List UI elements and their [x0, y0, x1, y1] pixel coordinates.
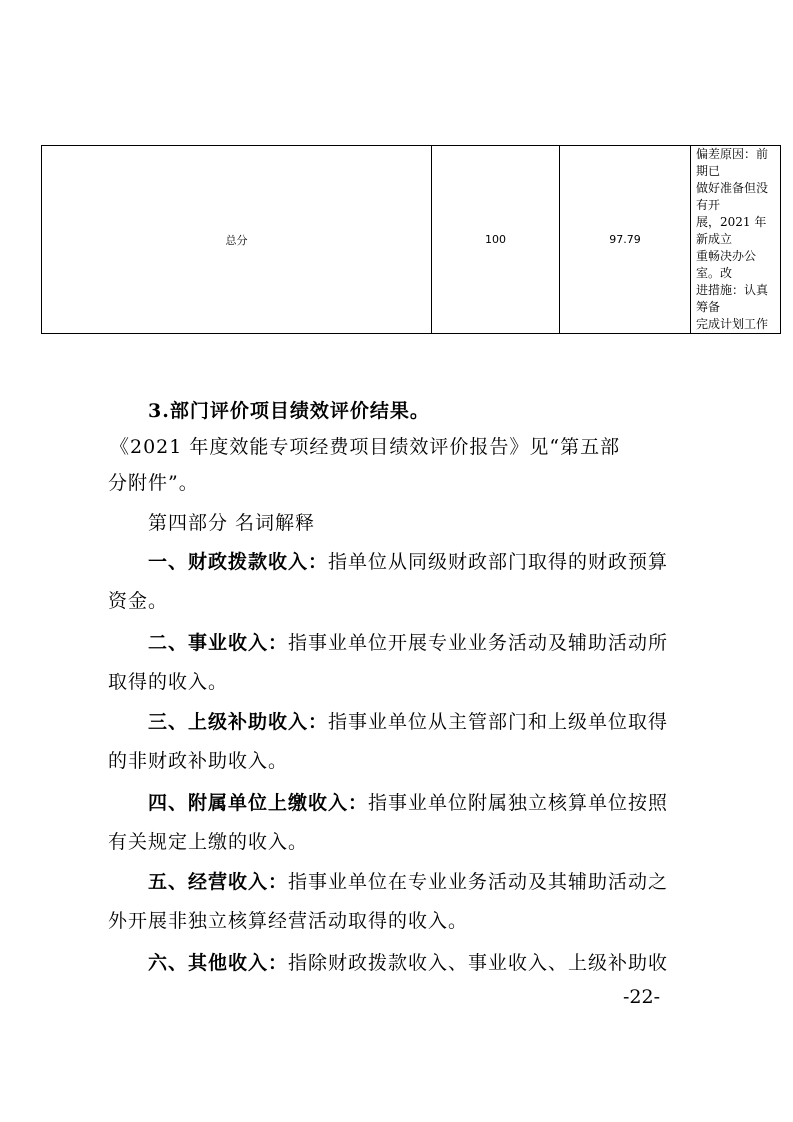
term-line [148, 625, 728, 661]
part4-title: 第四部分 名词解释 [148, 512, 316, 534]
note-line: 完成计划工作 [696, 317, 769, 331]
note-line: 展，2021 年新成立 [696, 215, 767, 246]
note-cell [691, 146, 781, 334]
note-line: 进措施：认真筹备 [696, 283, 769, 314]
term-definition: 指事业单位开展专业业务活动及辅助活动所 [288, 632, 669, 654]
term-name: 三、上级补助收入： [148, 711, 329, 733]
total-label-cell: 总分 [42, 146, 432, 334]
section3-title: 3.部门评价项目绩效评价结果。 [148, 400, 430, 422]
full-score-cell: 100 [432, 146, 560, 334]
term-definition: 指事业单位从主管部门和上级单位取得 [328, 711, 669, 733]
term-definition: 指除财政拨款收入、事业收入、上级补助收 [288, 952, 669, 974]
term-line-cont: 取得的收入。 [108, 671, 229, 693]
note-line: 做好准备但没有开 [696, 181, 769, 212]
note-line: 重畅决办公室。改 [696, 249, 757, 280]
term-line [148, 945, 728, 981]
term-line-cont: 资金。 [108, 590, 169, 612]
page-number: -22- [623, 986, 661, 1008]
score-cell: 97.79 [560, 146, 691, 334]
term-line-cont: 的非财政补助收入。 [108, 750, 289, 772]
section3-line1: 《2021 年度效能专项经费项目绩效评价报告》见“第五部 [110, 436, 621, 458]
term-definition: 指单位从同级财政部门取得的财政预算 [328, 551, 669, 573]
section3-line2: 分附件”。 [108, 472, 199, 494]
term-definition: 指事业单位附属独立核算单位按照 [368, 792, 669, 814]
term-name: 六、其他收入： [148, 952, 289, 974]
term-line [148, 544, 728, 580]
term-name: 一、财政拨款收入： [148, 551, 329, 573]
term-line [148, 864, 728, 900]
note-line: 偏差原因：前期已 [696, 147, 769, 178]
term-name: 四、附属单位上缴收入： [148, 792, 369, 814]
term-line-cont: 外开展非独立核算经营活动取得的收入。 [108, 910, 469, 932]
term-line [148, 785, 728, 821]
term-line-cont: 有关规定上缴的收入。 [108, 831, 309, 853]
term-name: 五、经营收入： [148, 871, 289, 893]
term-line [148, 704, 728, 740]
term-definition: 指事业单位在专业业务活动及其辅助活动之 [288, 871, 669, 893]
table-row [42, 146, 781, 334]
term-name: 二、事业收入： [148, 632, 289, 654]
score-table [41, 145, 781, 334]
